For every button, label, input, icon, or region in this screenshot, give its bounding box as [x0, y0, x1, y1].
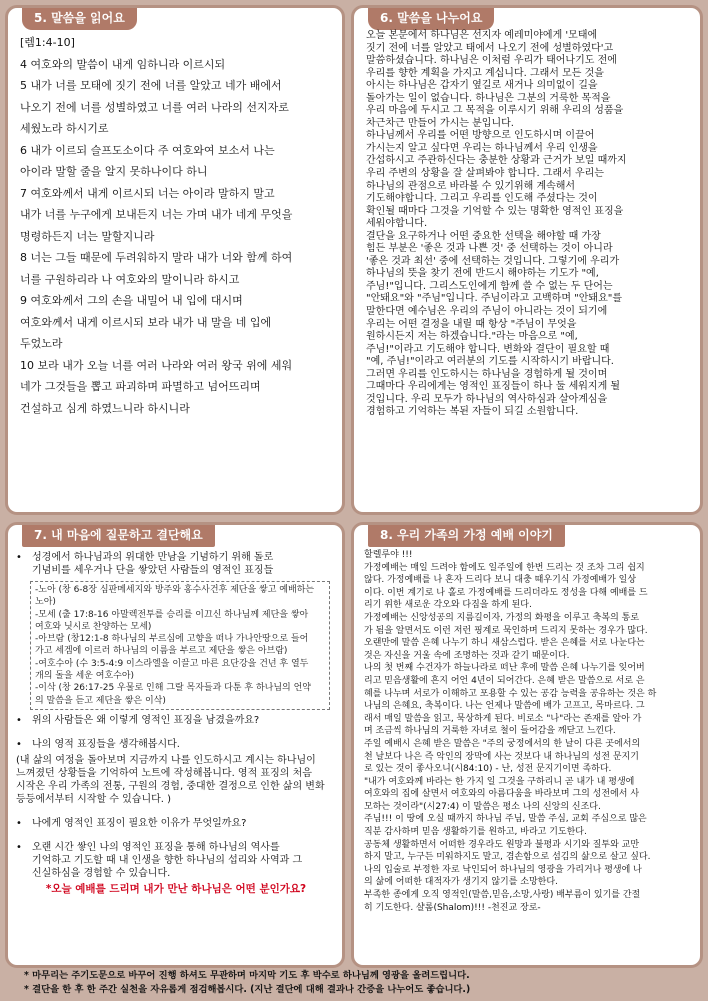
scripture-line: 너를 구원하리라 나 여호와의 말이니라 하시고: [20, 272, 240, 286]
question-1-text: 위의 사람들은 왜 이렇게 영적인 표징을 남겼을까요?: [32, 714, 260, 726]
sermon-paragraph: 그러면 우리를 인도하시는 하나님을 경험하게 될 것이며 그때마다 우리에게는 영적인 표징들이 하나 둘 세워지게 될 것입니다. 우리 모두가 하나님의 역사하심과 살아계심을 경험하고 기억하는 복된 자들이 되길 소원합니다.: [366, 368, 621, 418]
question-2: [16, 738, 336, 751]
scripture-line: 7 여호와께서 내게 이르시되 너는 아이라 말하지 말고: [20, 186, 275, 200]
scripture-line: 여호와께서 내게 이르시되 보라 내가 내 말을 네 입에: [20, 315, 272, 329]
intro-text: 성경에서 하나님과의 위대한 만남을 기념하기 위해 돌로 기념비를 세우거나 단을 쌓았던 사람들의 영적인 표징들: [32, 552, 274, 576]
scripture-line: 나오기 전에 너를 성별하였고 너를 여러 나라의 선지자로: [20, 100, 289, 114]
question-1: [16, 714, 336, 727]
scripture-line: 세웠노라 하시기로: [20, 122, 109, 135]
question-4: [16, 841, 336, 880]
sermon-text: [366, 30, 694, 419]
bullet-icon: •: [16, 817, 22, 829]
scripture-line: 10 보라 내가 오늘 너를 여러 나라와 여러 왕국 위에 세워: [20, 358, 293, 372]
scripture-line: 9 여호와께서 그의 손을 내밀어 내 입에 대시며: [20, 294, 243, 307]
story-paragraph: 할렐루야 !!!: [364, 550, 413, 560]
scripture-line: 아이라 말할 줄을 알지 못하나이다 하니: [20, 165, 208, 178]
bullet-icon: •: [16, 714, 22, 726]
example-item: -아브람 (창12:1-8 하나님의 부르심에 고향을 떠나 가나안땅으로 들어 가고 세겜에 이르러 하나님의 이름을 부르고 제단을 쌓은 아브람): [35, 634, 309, 657]
scripture-line: 두었노라: [20, 337, 63, 350]
example-item: -이삭 (창 26:17-25 우물로 인해 그랄 목자들과 다툰 후 하나님의 언약 의 말씀을 듣고 제단을 쌓은 이삭): [35, 683, 311, 706]
example-item: -모세 (출 17:8-16 아말렉전투를 승리를 이끄신 하나님께 제단을 쌓아 여호와 닛시로 찬양하는 모세): [35, 609, 309, 632]
question-2-text: 나의 영적 표징들을 생각해봅시다.: [32, 738, 180, 750]
story-paragraph: 가정예배는 매일 드려야 함에도 일주일에 한번 드리는 것 조차 그리 쉽지 않다. 가정예배를 나 혼자 드리다 보니 대충 때우기식 가정예배가 일상 이다. 이번 계기로 나 홀로 가정예배를 드리더라도 정성을 다해 예배를 드 리기 위한 새로운 각오와 다짐을 하게 된다.: [364, 562, 648, 611]
bullet-icon: •: [16, 552, 22, 563]
scripture-line: 명령하든지 너는 말할지니라: [20, 229, 155, 243]
question-content: [16, 551, 336, 896]
sermon-paragraph: 오늘 본문에서 하나님은 선지자 예레미야에게 '모태에 짓기 전에 너를 알았고 태에서 나오기 전에 성별하였다'고 말씀하셨습니다. 하나님은 이처럼 우리가 태어나기도 전에 우리를 향한 계획을 가지고 계십니다. 그래서 모든 것을 아시는 하나님은 갑자기 옆길로 새거나 의미없이 길을 돌아가는 일이 없습니다. 하나님은 그분의 거룩한 목적을 우리 마음에 두시고 그 목적을 이루시기 위해 우리의 성품을 차근차근 만들어 가시는 분입니다.: [366, 30, 624, 129]
story-paragraph: 나의 첫 번째 수건자가 하늘나라로 떠난 후에 말씀 은혜 나누기를 잊어버 리고 믿음생활에 흔지 어언 4년이 되어간다. 은혜 받은 말씀으로 서로 은 혜를 나누며 서로가 이해하고 포용할 수 있는 공감 능력을 공유하는 것은 하 나님의 은혜요, 축복이다. 나는 언제나 말씀에 배가 고프고, 목마르다. 그 래서 매일 말씀을 읽고, 묵상하게 된다. 비로소 "나"라는 존재를 알아 가 며 조금씩 하나님의 거룩한 자녀로 철이 들어감을 깨닫고 느낀다.: [364, 663, 657, 737]
family-worship-story-text: [364, 549, 694, 914]
scripture-line: 건설하고 심게 하였느니라 하시니라: [20, 401, 190, 415]
scripture-line: 5 내가 너를 모태에 짓기 전에 너를 알았고 네가 배에서: [20, 79, 282, 92]
sermon-paragraph: 하나님께서 우리를 어떤 방향으로 인도하시며 이끌어 가시는지 알고 싶다면 우리는 하나님께서 우리 인생을 간섭하시고 주관하신다는 충분한 상황과 근거가 보일 때까지 우리 주변의 상황을 잘 살펴봐야 합니다. 그래서 우리는 하나님의 관점으로 바라볼 수 있기위해 계속해서 기도해야합니다. 그리고 우리를 인도해 주셨다는 것이 확인될 때마다 그것을 기억할 수 있는 명확한 영적인 표징을 세워야합니다.: [366, 130, 627, 230]
bullet-icon: •: [16, 738, 22, 750]
sermon-paragraph: 결단을 요구하거나 어떤 중요한 선택을 해야할 때 가장 힘든 부분은 '좋은 것과 나쁜 것' 중 선택하는 것이 아니라 '좋은 것과 최선' 중에 선택하는 것입니다. 그렇기에 우리가 하나님의 뜻을 찾기 전에 반드시 해야하는 기도가 "예, 주님!"입니다. 그리스도인에게 함께 쓸 수 없는 두 단어는 "안돼요"와 "주님"입니다. 주님이라고 고백하며 "안돼요"를 말한다면 예수님은 우리의 주님이 아니라는 것이 되기에 우리는 어떤 결정을 내릴 때 항상 "주님이 무엇을 원하시든지 저는 하겠습니다."라는 마음으로 "예, 주님!"이라고 기도해야 합니다. 변화와 결단이 필요할 때 "예, 주님!"이라고 여러분의 기도를 시작하시기 바랍니다.: [366, 230, 623, 368]
asterisk-icon: *: [24, 984, 29, 995]
story-paragraph: 주일 예배시 은혜 받은 말씀은 "주의 궁정에서의 한 날이 다른 곳에서의 천 날보다 나은 즉 악인의 장막에 사는 것보다 내 하나님의 성전 문지기 로 있는 것이 좋사오니(시84:10) - 난, 성전 문지기이면 족하다. "내가 여호와께 바라는 한 가지 일 그것을 구하리니 곧 내가 내 평생에 여호와의 집에 살면서 여호와의 아름다움을 바라보며 그의 성전에서 사 모하는 것이라"(시27:4) 이 말씀은 평소 나의 신앙의 신조다.: [364, 738, 641, 812]
question-4-text: 오랜 시간 쌓인 나의 영적인 표징을 통해 하나님의 역사를 기억하고 기도할 때 내 인생을 향한 하나님의 섭리와 사역과 그 신실하심을 경험할 수 있습니다.: [32, 841, 303, 879]
scripture-line: [렘1:4-10]: [20, 36, 75, 49]
scripture-line: 8 너는 그들 때문에 두려워하지 말라 내가 너와 함께 하여: [20, 251, 293, 264]
question-decision-title: 7. 내 마음에 질문하고 결단해요: [22, 523, 215, 547]
example-item: -노아 (창 6-8장 심판메세지와 방주와 홍수사건후 제단을 쌓고 예배하는 노아): [35, 585, 315, 608]
scripture-line: 6 내가 이르되 슬프도소이다 주 여호와여 보소서 나는: [20, 143, 275, 157]
examples-box: [30, 581, 330, 710]
bullet-icon: •: [16, 841, 22, 853]
scripture-reading-title: 5. 말씀을 읽어요: [22, 6, 137, 30]
scripture-text: [20, 32, 334, 419]
scripture-line: 네가 그것들을 뽑고 파괴하며 파멸하고 넘어뜨리며: [20, 380, 261, 393]
closing-question: *오늘 예배를 드리며 내가 만난 하나님은 어떤 분인가요?: [45, 882, 307, 895]
story-paragraph: 가정예배는 신앙성공의 지름길이자, 가정의 화평을 이루고 축복의 통로 가 됨을 알면서도 이런 저런 핑계로 묵인하며 드리지 못하는 경우가 많다. 오랜만에 말씀 은혜 나누기 하니 새삼스럽다. 받은 은혜를 서로 나눈다는 것은 자신을 거울 속에 조명하는 것과 같기 때문이다.: [364, 612, 648, 661]
family-worship-story-title: 8. 우리 가족의 가정 예배 이야기: [368, 523, 565, 547]
story-paragraph: 주님!!! 이 땅에 오실 때까지 하나님 주님, 말씀 주심, 교회 주심으로 많은 직분 감사하며 믿음 생활하기를 원하고, 바라고 기도한다. 공동체 생활하면서 어떠한 경우라도 원망과 불평과 시기와 질투와 교만 하지 말고, 누구든 미워하지도 말고, 겸손함으로 섬김의 삶으로 살고 싶다. 나의 입술로 부정한 자로 낙인되어 하나님의 영광을 가리거나 평생에 나 의 삶에 어떠한 대적자가 생기지 않기를 소망한다.: [364, 814, 651, 888]
footer-note-1: * 마무리는 주기도문으로 바꾸어 진행 하셔도 무관하며 마지막 기도 후 박수로 하나님께 영광을 올려드립니다.: [24, 970, 470, 981]
question-2-detail: (내 삶의 여정을 돌아보며 지금까지 나를 인도하시고 계시는 하나님이 느껴졌던 상황들을 기억하여 노트에 작성해봅니다. 영적 표징의 처음 시작은 우리 가족의 전통, 구원의 경험, 중대한 결정으로 인한 삶의 변화 등등에서부터 시작할 수 있습니다. ): [16, 754, 325, 805]
story-paragraph: 부족한 종에게 오직 영적인(말씀,믿음,소망,사랑) 배부름이 있기를 간절 히 기도한다. 샬롬(Shalom)!!! -천진교 장로-: [364, 890, 641, 913]
example-item: -여호수아 (수 3:5-4:9 이스라엘을 이끌고 마른 요단강을 건넌 후 열두 개의 돌을 세운 여호수아): [35, 658, 309, 682]
scripture-reading-panel: [5, 5, 345, 515]
sermon-sharing-title: 6. 말씀을 나누어요: [368, 6, 494, 30]
footer-notes: [24, 969, 470, 997]
sermon-sharing-panel: [351, 5, 703, 515]
scripture-line: 내가 너를 누구에게 보내든지 너는 가며 내가 네게 무엇을: [20, 208, 293, 221]
family-worship-story-panel: [351, 522, 703, 968]
question-decision-panel: [5, 522, 345, 968]
footer-note-2: * 결단을 한 후 한 주간 실천을 자유롭게 점검해봅시다. (지난 결단에 대해 결과나 간증을 나누어도 좋습니다.): [24, 984, 471, 995]
intro-bullet: [16, 551, 336, 577]
asterisk-icon: *: [24, 970, 29, 981]
question-3-text: 나에게 영적인 표징이 필요한 이유가 무엇일까요?: [32, 817, 247, 829]
question-3: [16, 817, 336, 830]
scripture-line: 4 여호와의 말씀이 내게 임하니라 이르시되: [20, 57, 226, 71]
